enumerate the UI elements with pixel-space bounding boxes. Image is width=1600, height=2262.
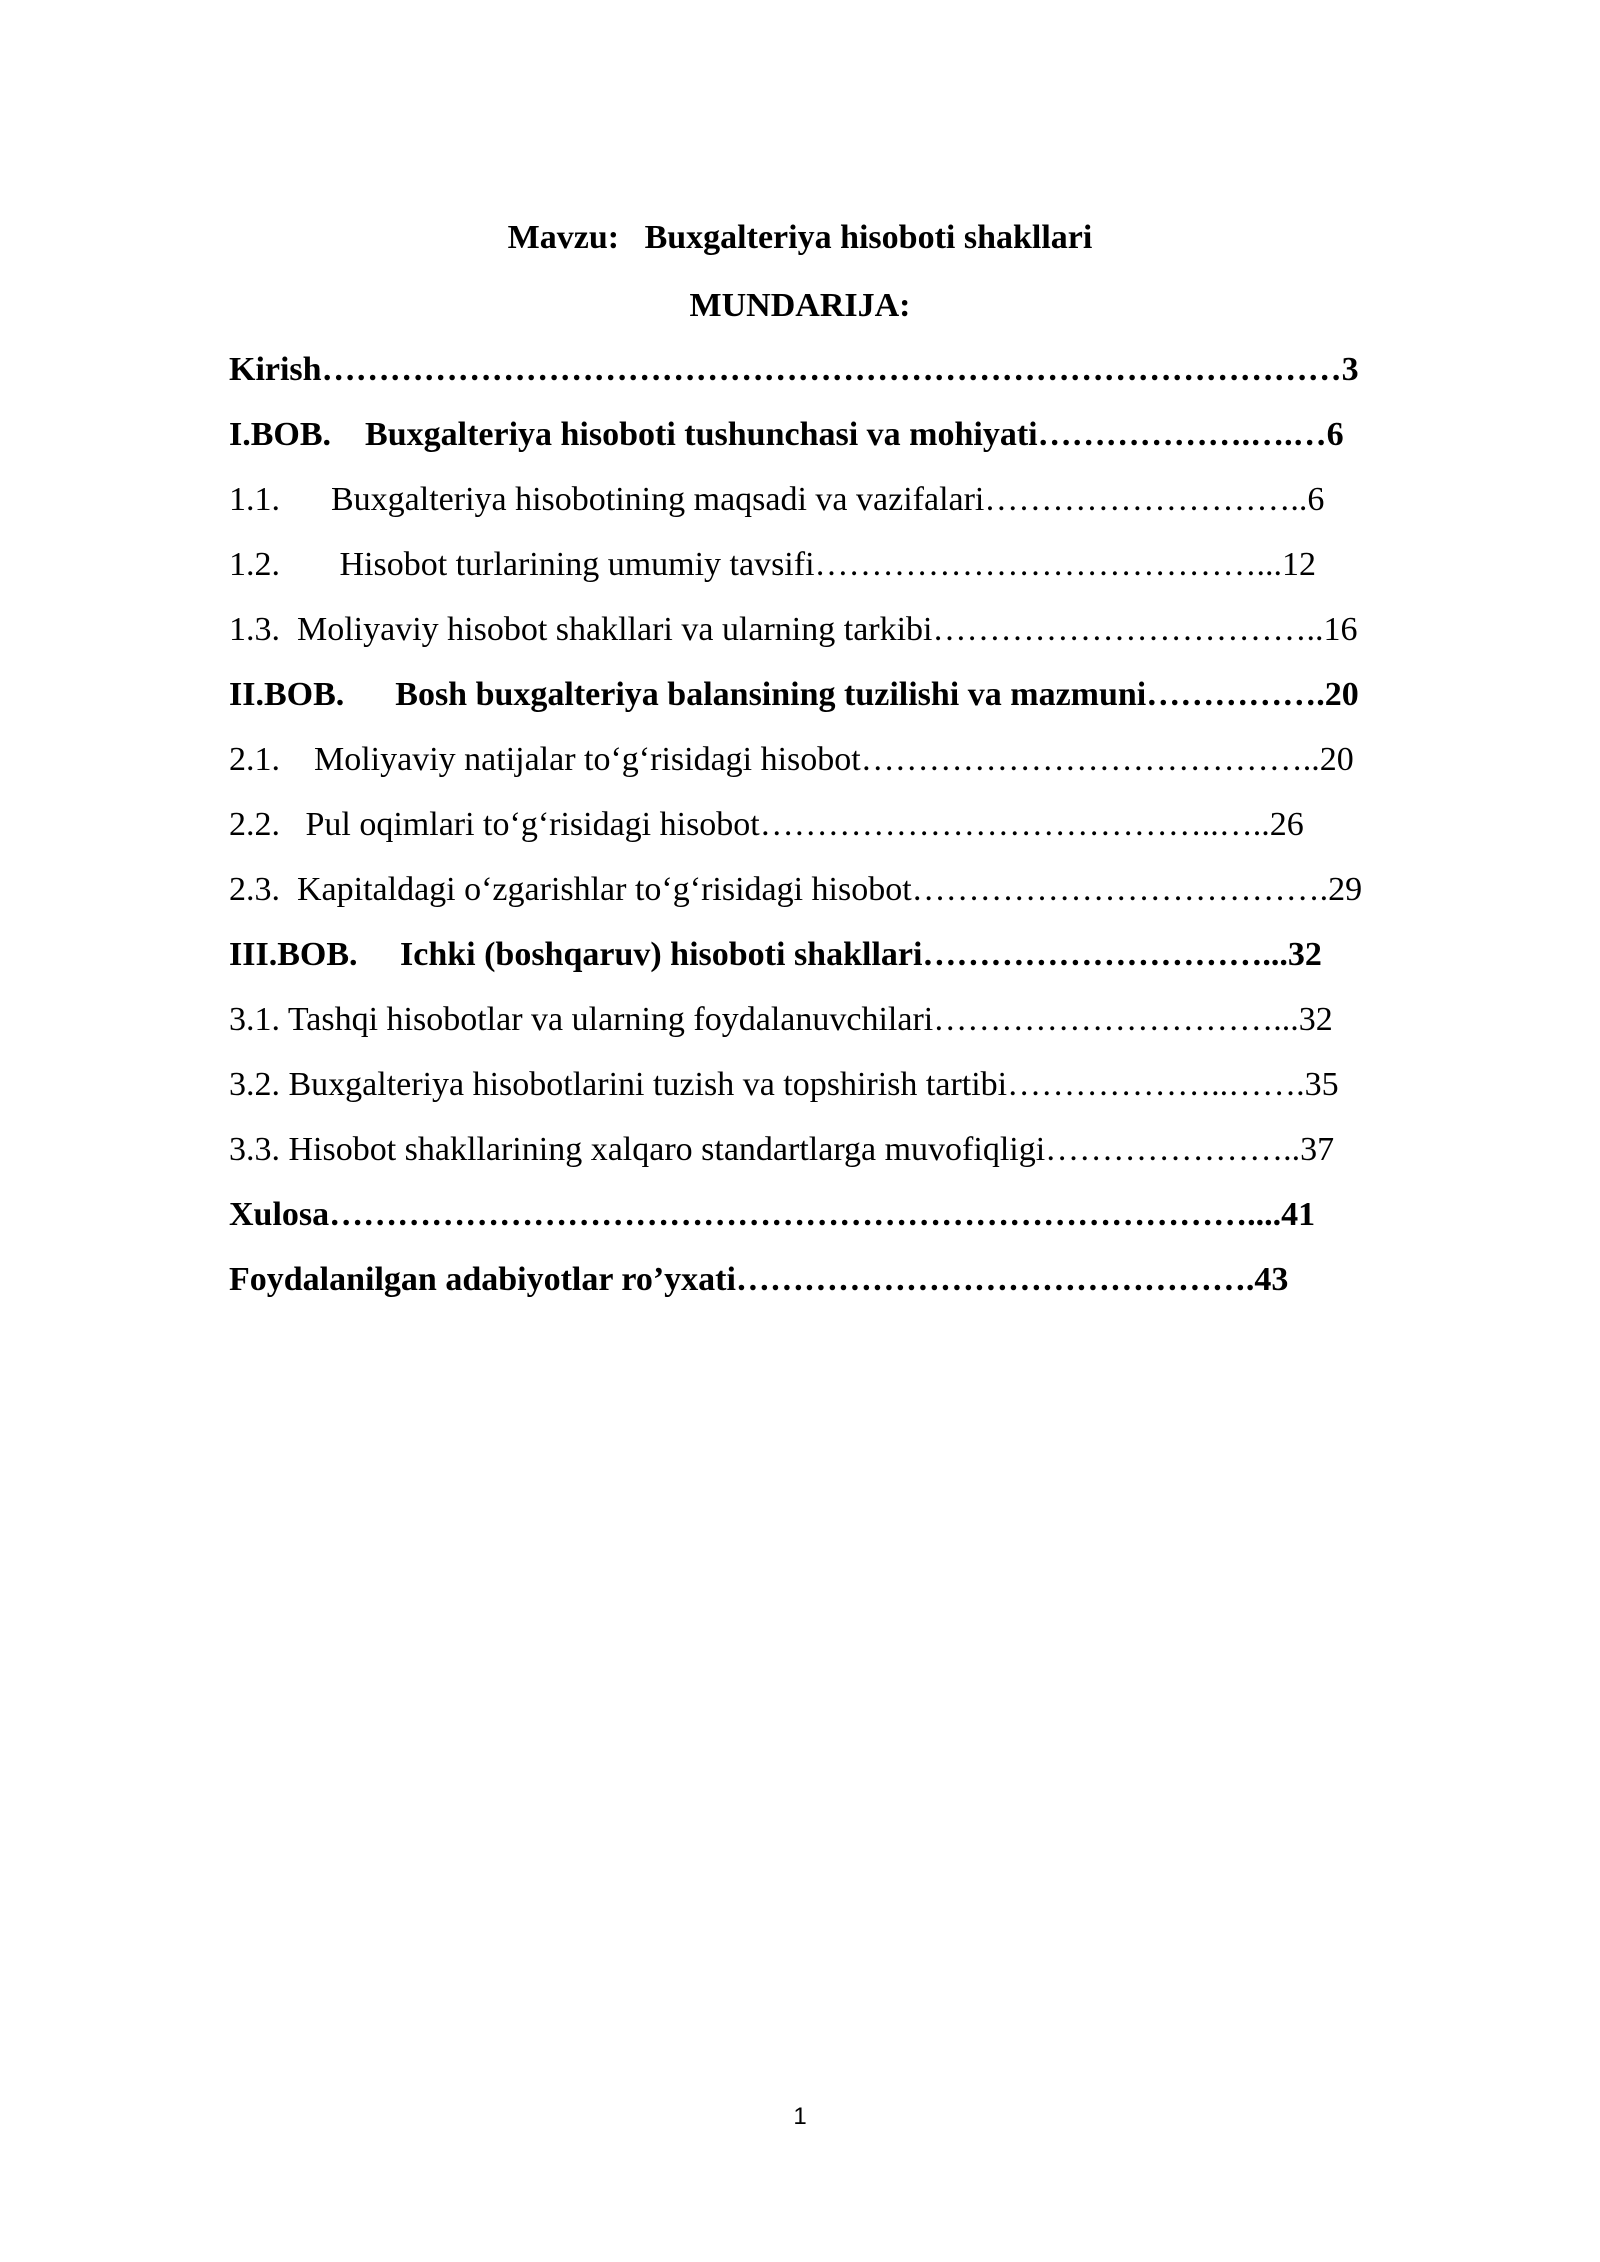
toc-entry-chapter-3: III.BOB. Ichki (boshqaruv) hisoboti shakllari…………………………...32 xyxy=(229,936,1322,973)
toc-entry-section-2-2: 2.2. Pul oqimlari to‘g‘risidagi hisobot…………………………………..…..26 xyxy=(229,806,1304,843)
page-number: 1 xyxy=(793,2103,807,2130)
toc-entry-section-3-1: 3.1. Tashqi hisobotlar va ularning foydalanuvchilari…………………………...32 xyxy=(229,1001,1333,1038)
toc-entry-conclusion: Xulosa………………………………………………………………………....41 xyxy=(229,1196,1316,1233)
toc-entry-section-2-3: 2.3. Kapitaldagi o‘zgarishlar to‘g‘risidagi hisobot……………………………….29 xyxy=(229,871,1363,908)
toc-entry-chapter-2: II.BOB. Bosh buxgalteriya balansining tuzilishi va mazmuni…………….20 xyxy=(229,676,1359,713)
toc-entry-bibliography: Foydalanilgan adabiyotlar ro’yxati……………………………………….43 xyxy=(229,1261,1289,1298)
toc-entry-section-3-3: 3.3. Hisobot shakllarining xalqaro standartlarga muvofiqligi…………………..37 xyxy=(229,1131,1335,1168)
topic-title: Mavzu: Buxgalteriya hisoboti shakllari xyxy=(507,219,1093,256)
toc-entry-section-1-3: 1.3. Moliyaviy hisobot shakllari va ularning tarkibi……………………………..16 xyxy=(229,611,1358,648)
toc-entry-section-2-1: 2.1. Moliyaviy natijalar to‘g‘risidagi hisobot…………………………………..20 xyxy=(229,741,1354,778)
toc-entry-introduction: Kirish………………………………………………………………………………3 xyxy=(229,351,1359,388)
toc-entry-section-3-2: 3.2. Buxgalteriya hisobotlarini tuzish va topshirish tartibi………………..…….35 xyxy=(229,1066,1339,1103)
toc-entry-section-1-1: 1.1. Buxgalteriya hisobotining maqsadi va vazifalari………………………..6 xyxy=(229,481,1325,518)
toc-entry-chapter-1: I.BOB. Buxgalteriya hisoboti tushunchasi va mohiyati……………….….…6 xyxy=(229,416,1344,453)
toc-heading: MUNDARIJA: xyxy=(689,287,911,324)
toc-entry-section-1-2: 1.2. Hisobot turlarining umumiy tavsifi…………………………………...12 xyxy=(229,546,1317,583)
